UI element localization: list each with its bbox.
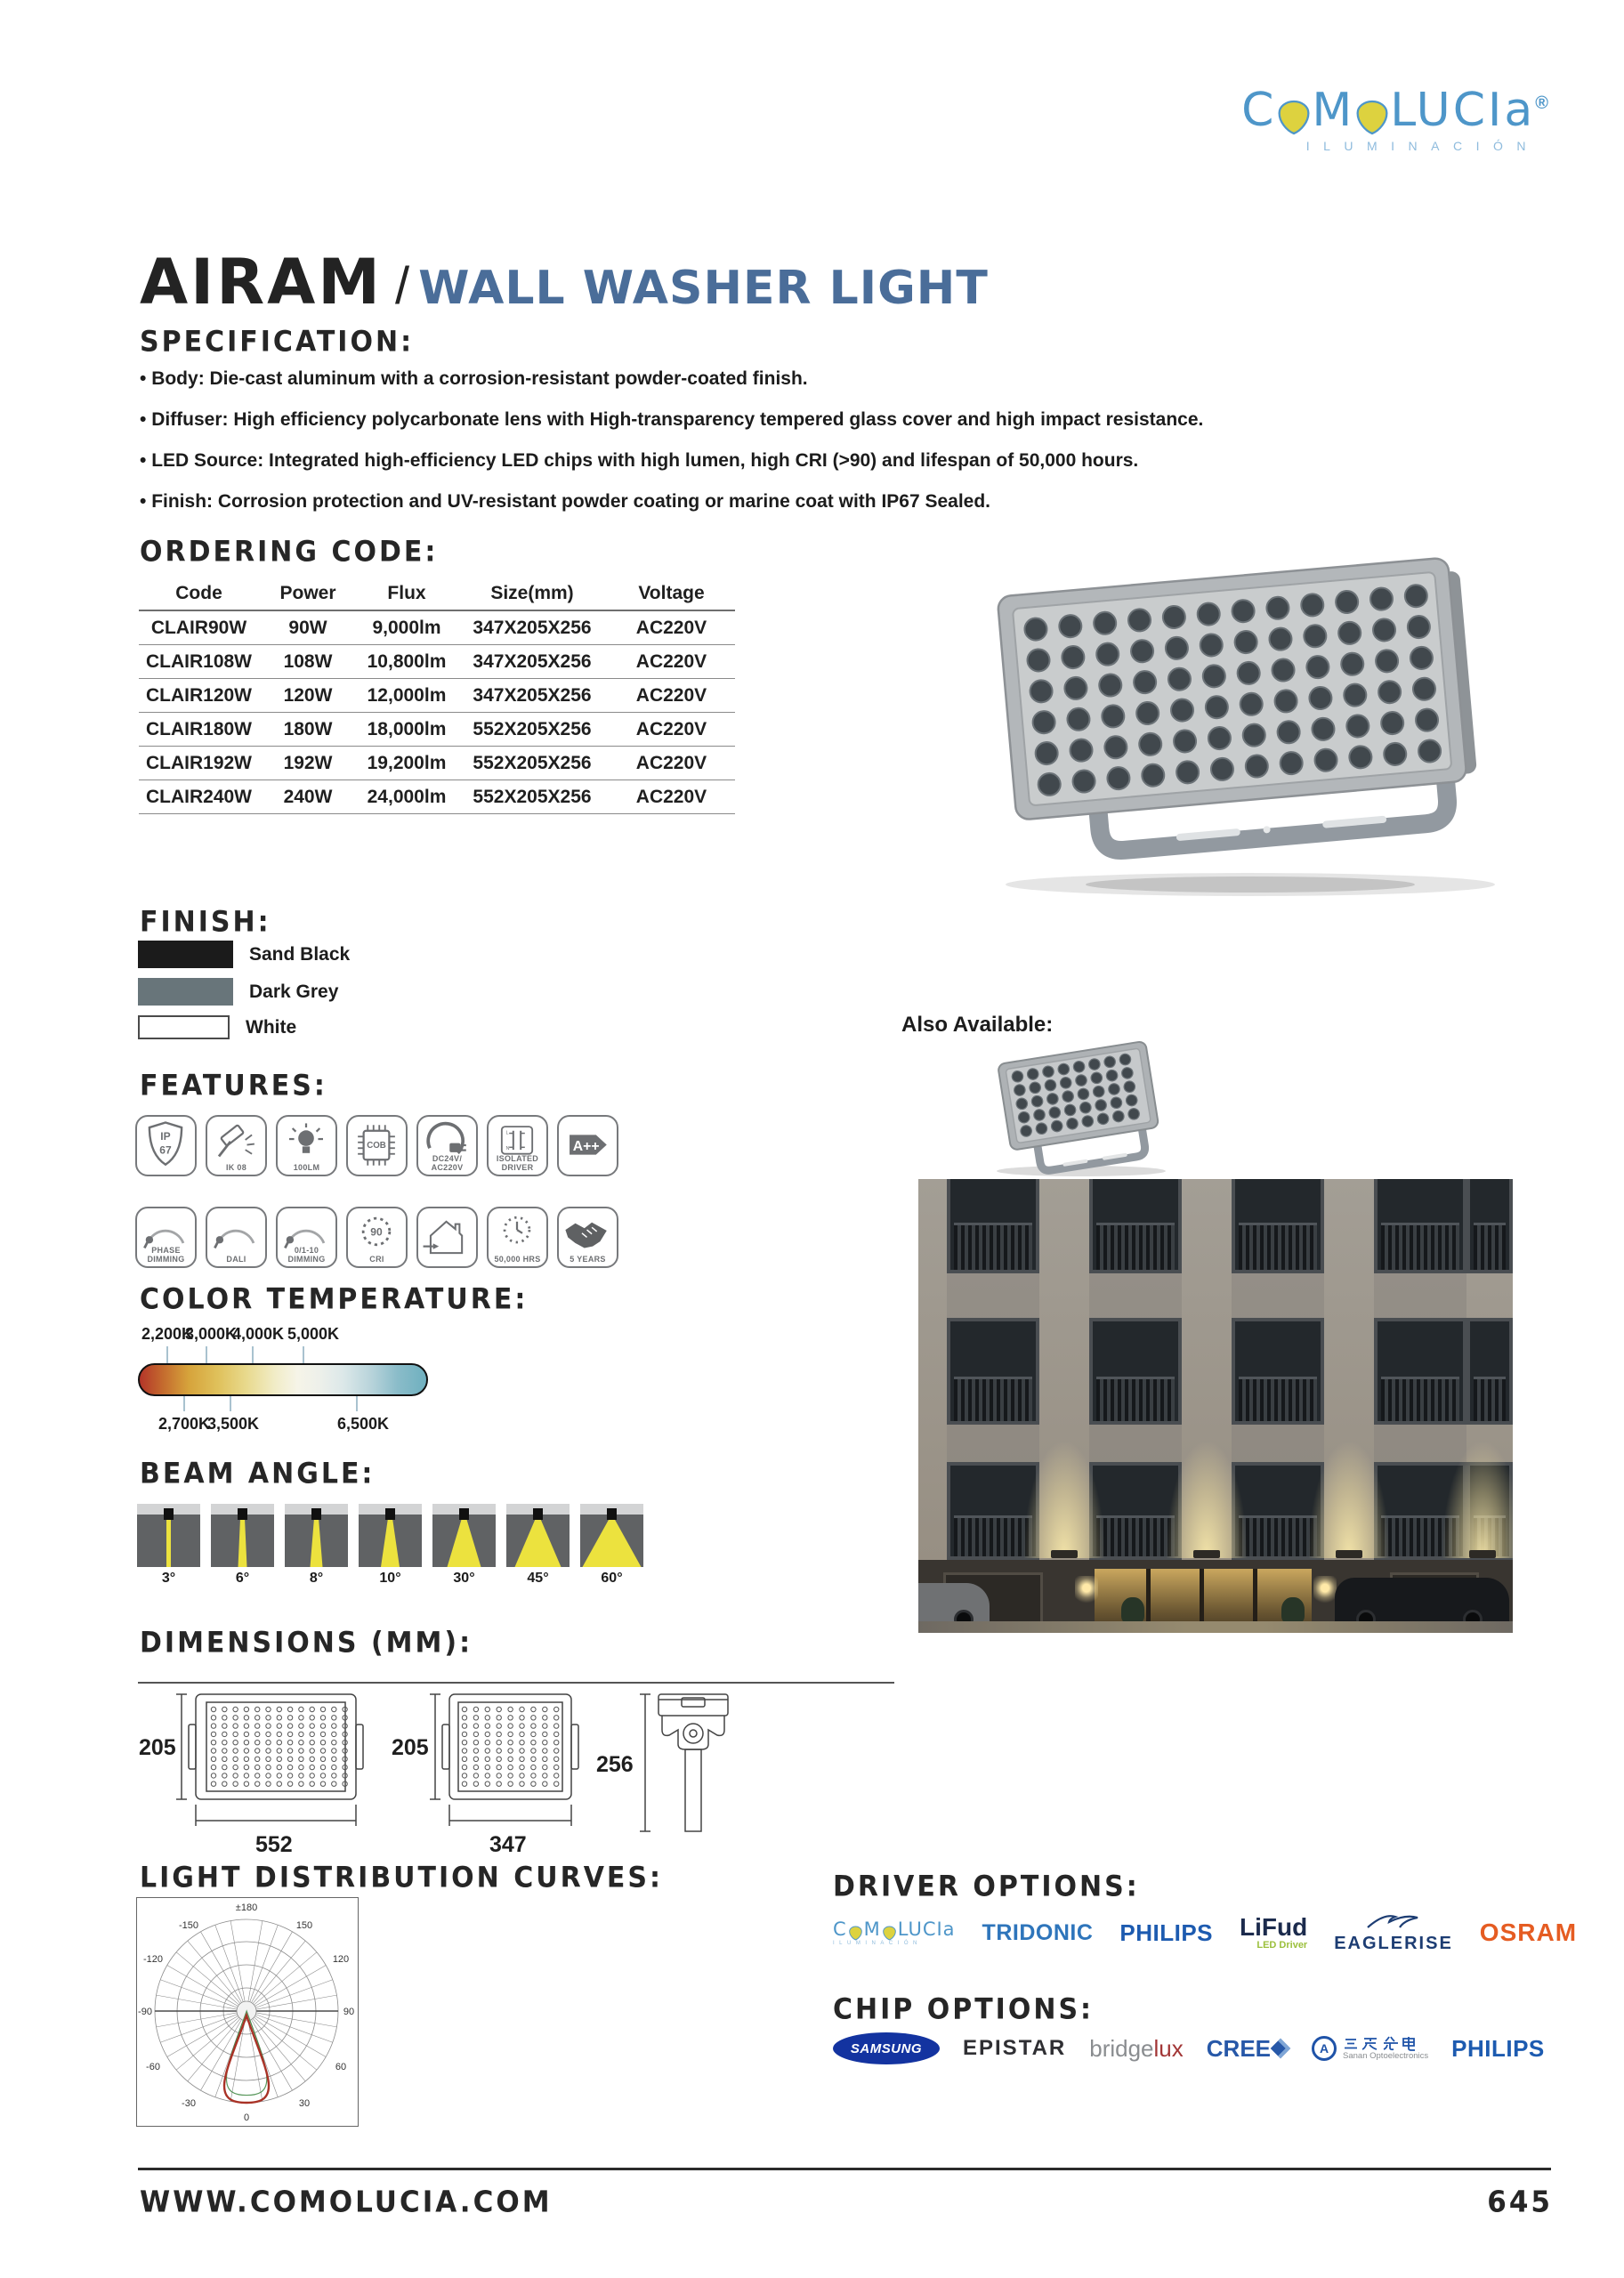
chip-options-row <box>833 2032 1554 2064</box>
svg-text:-120: -120 <box>142 1954 164 1965</box>
also-available-label: Also Available: <box>901 1013 1054 1037</box>
cob-chip-icon <box>348 1117 405 1174</box>
finish-swatch-dark-grey <box>138 978 233 1006</box>
features-heading: FEATURES: <box>140 1070 327 1103</box>
feature-label: 5 YEARS <box>570 1254 606 1264</box>
building-window <box>1089 1179 1182 1273</box>
finish-label: Dark Grey <box>249 981 339 1002</box>
finish-heading: FINISH: <box>140 906 271 940</box>
logo-subtitle: ILUMINACIÓN <box>1305 139 1539 153</box>
wall-washer-fixture <box>1469 1550 1496 1558</box>
beam-diagram-icon <box>432 1504 496 1567</box>
ct-label: 3,000K <box>184 1325 238 1343</box>
feature-isolated-driver <box>487 1115 548 1176</box>
polar-chart-svg <box>137 1898 357 2125</box>
chip-options-heading: CHIP OPTIONS: <box>833 1993 1095 2027</box>
polar-chart <box>136 1897 359 2127</box>
beam-diagram-icon <box>211 1504 274 1567</box>
features-row-1 <box>135 1115 618 1176</box>
feature-label: ISOLATED DRIVER <box>496 1154 539 1172</box>
beam-angle-cell: 45° <box>506 1504 570 1587</box>
cell-size: 347X205X256 <box>456 610 608 645</box>
dimensions-heading: DIMENSIONS (MM): <box>140 1627 473 1660</box>
ordering-code-heading: ORDERING CODE: <box>140 536 439 570</box>
svg-text:A: A <box>1319 2041 1329 2056</box>
cell-code: CLAIR240W <box>139 780 259 814</box>
feature-ik08 <box>206 1115 267 1176</box>
philips-logo: PHILIPS <box>1451 2034 1545 2062</box>
col-header-power: Power <box>259 577 357 610</box>
beam-diagram-icon <box>506 1504 570 1567</box>
spec-bullet: • Diffuser: High efficiency polycarbonate lens with High-transparency tempered glass cover and high impact resistance. <box>140 409 1323 431</box>
cell-voltage: AC220V <box>608 679 735 713</box>
svg-text:120: 120 <box>332 1954 350 1965</box>
cell-size: 552X205X256 <box>456 747 608 780</box>
dim-height-large: 205 <box>139 1735 176 1760</box>
dimensions-divider <box>138 1682 894 1684</box>
beam-angle-cell: 3° <box>137 1504 200 1587</box>
col-header-flux: Flux <box>357 577 456 610</box>
bridgelux-logo: bridgelux <box>1089 2034 1184 2062</box>
spec-bullet: • Finish: Corrosion protection and UV-resistant powder coating or marine coat with IP67 Sealed. <box>140 491 1323 513</box>
application-photo <box>918 1179 1513 1633</box>
finish-swatch-white <box>138 1015 230 1039</box>
svg-text:N: N <box>505 1146 510 1152</box>
svg-text:90: 90 <box>343 2007 355 2017</box>
also-available-photo <box>970 1038 1201 1180</box>
feature-label: DALI <box>226 1254 246 1264</box>
cell-power: 120W <box>259 679 357 713</box>
svg-text:67: 67 <box>159 1143 172 1157</box>
color-temperature-bar <box>138 1363 428 1396</box>
building-window <box>1466 1318 1513 1425</box>
svg-text:±180: ±180 <box>235 1902 258 1913</box>
svg-text:30: 30 <box>298 2098 311 2109</box>
cell-voltage: AC220V <box>608 713 735 747</box>
registered-mark: ® <box>1535 93 1548 113</box>
feature-label: DC24V/ AC220V <box>431 1154 464 1172</box>
philips-logo: PHILIPS <box>1119 1919 1214 1946</box>
feature-energy-class <box>557 1115 618 1176</box>
cell-voltage: AC220V <box>608 780 735 814</box>
logo-letter-m: M <box>1312 84 1355 137</box>
cell-power: 192W <box>259 747 357 780</box>
ip67-shield-icon <box>137 1117 194 1174</box>
svg-text:90: 90 <box>370 1225 383 1239</box>
cell-code: CLAIR90W <box>139 610 259 645</box>
building-window <box>947 1318 1039 1425</box>
cell-size: 552X205X256 <box>456 780 608 814</box>
beam-angle-heading: BEAM ANGLE: <box>140 1458 376 1491</box>
product-photo <box>957 534 1553 903</box>
cell-code: CLAIR192W <box>139 747 259 780</box>
sanan-cn-text <box>1343 2036 1418 2051</box>
beam-angle-cell: 6° <box>211 1504 274 1587</box>
cell-voltage: AC220V <box>608 645 735 679</box>
specification-list <box>140 368 1323 532</box>
beam-diagram-icon <box>580 1504 643 1567</box>
ordering-header-row <box>139 577 735 610</box>
energy-class-icon <box>559 1117 616 1174</box>
beam-angle-cell: 10° <box>359 1504 422 1587</box>
feature-label: CRI <box>369 1254 384 1264</box>
eagle-swoosh-icon <box>1362 1911 1425 1929</box>
sanan-logo: A Sanan Optoelectronics <box>1311 2035 1428 2062</box>
osram-logo: OSRAM <box>1479 1919 1578 1946</box>
svg-text:IP: IP <box>160 1129 171 1143</box>
ct-label: 5,000K <box>287 1325 340 1343</box>
title-separator: / <box>394 257 410 315</box>
feature-ip67 <box>135 1115 197 1176</box>
cell-flux: 9,000lm <box>357 610 456 645</box>
svg-text:60: 60 <box>335 2062 347 2072</box>
footer-website: WWW.COMOLUCIA.COM <box>140 2185 553 2220</box>
feature-cri <box>346 1207 408 1268</box>
table-row <box>139 713 735 747</box>
product-category: WALL WASHER LIGHT <box>418 262 989 315</box>
building-window <box>1466 1179 1513 1273</box>
lifud-logo: LiFud LED Driver <box>1240 1912 1308 1951</box>
col-header-size: Size(mm) <box>456 577 608 610</box>
beam-diagram-icon <box>137 1504 200 1567</box>
dimension-drawings <box>125 1687 765 1865</box>
wall-washer-glow <box>1167 1442 1247 1558</box>
spec-bullet: • Body: Die-cast aluminum with a corrosion-resistant powder-coated finish. <box>140 368 1323 390</box>
dim-width-large: 552 <box>255 1832 293 1857</box>
driver-options-row <box>833 1911 1578 1954</box>
dim-depth-side: 256 <box>596 1752 634 1777</box>
finish-option <box>138 941 350 968</box>
building-window <box>1374 1318 1466 1425</box>
dim-height-small: 205 <box>392 1735 429 1760</box>
feature-0-1-10-dimming <box>276 1207 337 1268</box>
cell-flux: 12,000lm <box>357 679 456 713</box>
wall-washer-fixture <box>1336 1550 1362 1558</box>
building-window <box>1232 1179 1324 1273</box>
beam-diagram-icon <box>359 1504 422 1567</box>
feature-lifespan <box>487 1207 548 1268</box>
specification-heading: SPECIFICATION: <box>140 326 415 359</box>
logo-pick-icon <box>883 1926 896 1941</box>
cell-code: CLAIR180W <box>139 713 259 747</box>
wall-washer-fixture <box>1193 1550 1220 1558</box>
feature-label: 50,000 HRS <box>494 1254 541 1264</box>
cell-flux: 10,800lm <box>357 645 456 679</box>
col-header-voltage: Voltage <box>608 577 735 610</box>
beam-angle-cell: 8° <box>285 1504 348 1587</box>
cell-code: CLAIR108W <box>139 645 259 679</box>
cell-voltage: AC220V <box>608 747 735 780</box>
beam-diagram-icon <box>285 1504 348 1567</box>
cell-code: CLAIR120W <box>139 679 259 713</box>
ct-label: 4,000K <box>231 1325 285 1343</box>
house-icon <box>418 1208 475 1265</box>
feature-100lm <box>276 1115 337 1176</box>
epistar-logo: EPISTAR <box>963 2036 1067 2060</box>
finish-swatch-sand-black <box>138 941 233 968</box>
table-row <box>139 747 735 780</box>
cell-flux: 18,000lm <box>357 713 456 747</box>
feature-label: 0/1-10 DIMMING <box>287 1246 326 1264</box>
cell-power: 108W <box>259 645 357 679</box>
dim-width-small: 347 <box>489 1832 527 1857</box>
cell-power: 180W <box>259 713 357 747</box>
building-window <box>947 1179 1039 1273</box>
spec-bullet: • LED Source: Integrated high-efficiency LED chips with high lumen, high CRI (>90) and lifespan of 50,000 hours. <box>140 450 1323 472</box>
samsung-logo: SAMSUNG <box>833 2032 940 2064</box>
brand-logo <box>1241 84 1548 153</box>
feature-phase-dimming <box>135 1207 197 1268</box>
finish-label: White <box>246 1016 297 1038</box>
wall-washer-fixture <box>1051 1550 1078 1558</box>
tridonic-logo: TRIDONIC <box>982 1919 1094 1945</box>
feature-indoor-outdoor <box>416 1207 478 1268</box>
svg-text:-90: -90 <box>138 2007 152 2017</box>
col-header-code: Code <box>139 577 259 610</box>
logo-letters-lucia: LUCIa <box>1390 84 1536 137</box>
cree-diamond-icon <box>1271 2039 1291 2059</box>
cell-flux: 24,000lm <box>357 780 456 814</box>
feature-cob <box>346 1115 408 1176</box>
finish-option <box>138 1015 296 1039</box>
table-row <box>139 780 735 814</box>
cell-size: 552X205X256 <box>456 713 608 747</box>
finish-option <box>138 978 338 1006</box>
cell-power: 90W <box>259 610 357 645</box>
logo-pick-icon <box>849 1926 862 1941</box>
cell-voltage: AC220V <box>608 610 735 645</box>
cell-size: 347X205X256 <box>456 645 608 679</box>
feature-label: IK 08 <box>225 1162 246 1172</box>
svg-text:-150: -150 <box>178 1920 199 1931</box>
svg-text:L: L <box>505 1130 509 1136</box>
feature-warranty <box>557 1207 618 1268</box>
ct-label: 3,500K <box>206 1415 260 1433</box>
logo-letter-c: C <box>1241 84 1277 137</box>
sanan-circle-a-icon <box>1311 2035 1337 2062</box>
footer-divider <box>138 2168 1551 2170</box>
logo-pick-icon <box>1278 100 1310 135</box>
wall-washer-glow <box>1309 1442 1389 1558</box>
finish-label: Sand Black <box>249 943 351 965</box>
page-number: 645 <box>1487 2185 1553 2220</box>
building-window <box>1089 1318 1182 1425</box>
table-row <box>139 645 735 679</box>
cree-logo: CREE <box>1207 2035 1288 2063</box>
cell-flux: 19,200lm <box>357 747 456 780</box>
product-name: AIRAM <box>140 246 383 319</box>
svg-text:-60: -60 <box>146 2062 160 2072</box>
svg-text:0: 0 <box>243 2112 250 2123</box>
ct-label: 2,200K <box>141 1325 194 1343</box>
svg-text:COB: COB <box>367 1141 386 1151</box>
feature-voltage <box>416 1115 478 1176</box>
features-row-2 <box>135 1207 618 1268</box>
beam-angle-cell: 30° <box>432 1504 496 1587</box>
svg-text:-30: -30 <box>182 2098 196 2109</box>
color-temperature-heading: COLOR TEMPERATURE: <box>140 1283 529 1317</box>
cell-size: 347X205X256 <box>456 679 608 713</box>
page-title <box>140 246 989 319</box>
ordering-table <box>139 577 735 814</box>
table-row <box>139 610 735 645</box>
driver-options-heading: DRIVER OPTIONS: <box>833 1870 1140 1904</box>
eaglerise-logo: EAGLERISE <box>1334 1911 1453 1954</box>
logo-pick-icon <box>1356 100 1388 135</box>
beam-angle-cell: 60° <box>580 1504 643 1587</box>
beam-angle-row <box>137 1504 643 1587</box>
light-distribution-heading: LIGHT DISTRIBUTION CURVES: <box>140 1862 664 1895</box>
svg-text:150: 150 <box>295 1920 313 1931</box>
ct-label: 6,500K <box>336 1415 390 1433</box>
ct-label: 2,700K <box>158 1415 211 1433</box>
feature-label: PHASE DIMMING <box>147 1246 185 1264</box>
svg-text:A++: A++ <box>572 1139 600 1155</box>
table-row <box>139 679 735 713</box>
building-window <box>1374 1179 1466 1273</box>
feature-label: 100LM <box>293 1162 320 1172</box>
wall-washer-glow <box>1442 1442 1513 1558</box>
comolucia-logo-small: C M LUCIa ILUMINACIÓN <box>833 1918 956 1946</box>
building-window <box>1232 1318 1324 1425</box>
cell-power: 240W <box>259 780 357 814</box>
wall-washer-glow <box>1024 1442 1104 1558</box>
feature-dali <box>206 1207 267 1268</box>
